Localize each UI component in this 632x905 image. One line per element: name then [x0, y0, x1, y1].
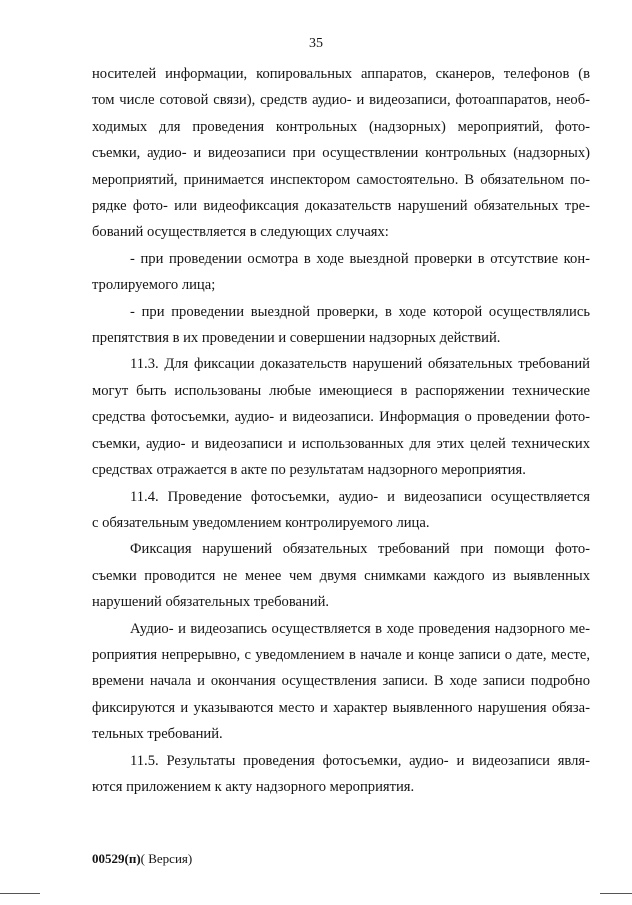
- text-line: - при проведении осмотра в ходе выездной проверки в отсутствие кон-: [130, 250, 590, 267]
- scan-mark-right: [600, 893, 632, 894]
- document-footer: [92, 851, 192, 867]
- text-line: съемки, аудио- и видеозаписи при осуществлении контрольных (надзорных): [92, 145, 590, 162]
- text-line: тролируемого лица;: [92, 277, 216, 294]
- text-line: с обязательным уведомлением контролируемого лица.: [92, 514, 430, 531]
- text-line: 11.3. Для фиксации доказательств нарушений обязательных требований: [130, 356, 590, 373]
- text-line: роприятия непрерывно, с уведомлением в начале и конце записи о дате, месте,: [92, 646, 590, 663]
- text-line: том числе сотовой связи), средств аудио- и видеозаписи, фотоаппаратов, необ-: [92, 92, 590, 109]
- text-line: бований осуществляется в следующих случаях:: [92, 224, 389, 241]
- paragraph: [92, 484, 590, 537]
- text-line: ются приложением к акту надзорного мероприятия.: [92, 778, 415, 795]
- text-line: препятствия в их проведении и совершении надзорных действий.: [92, 330, 501, 347]
- text-line: тельных требований.: [92, 726, 223, 743]
- document-body: [92, 61, 590, 800]
- paragraph: [92, 61, 590, 246]
- document-version: ( Версия): [140, 851, 193, 866]
- paragraph: [92, 536, 590, 615]
- text-line: съемки проводится не менее чем двумя снимками каждого из выявленных: [92, 567, 590, 584]
- text-line: средства фотосъемки, аудио- и видеозаписи. Информация о проведении фото-: [92, 409, 590, 426]
- paragraph: [92, 748, 590, 801]
- paragraph: [92, 299, 590, 352]
- text-line: 11.5. Результаты проведения фотосъемки, аудио- и видеозаписи явля-: [130, 752, 590, 769]
- text-line: нарушений обязательных требований.: [92, 594, 330, 611]
- paragraph: [92, 246, 590, 299]
- text-line: фиксируются и указываются место и характер выявленного нарушения обяза-: [92, 699, 590, 716]
- text-line: - при проведении выездной проверки, в ходе которой осуществлялись: [130, 303, 590, 320]
- page-number: 35: [309, 36, 323, 51]
- text-line: съемки, аудио- и видеозаписи и использованных для этих целей технических: [92, 435, 590, 452]
- text-line: рядке фото- или видеофиксация доказательств нарушений обязательных тре-: [92, 198, 590, 215]
- text-line: средствах отражается в акте по результатам надзорного мероприятия.: [92, 462, 526, 479]
- paragraph: [92, 616, 590, 748]
- text-line: ходимых для проведения контрольных (надзорных) мероприятий, фото-: [92, 118, 590, 135]
- text-line: носителей информации, копировальных аппаратов, сканеров, телефонов (в: [92, 66, 590, 82]
- text-line: мероприятий, принимается инспектором самостоятельно. В обязательном по-: [92, 171, 590, 188]
- document-code: 00529(п): [92, 851, 141, 866]
- text-line: времени начала и окончания осуществления записи. В ходе записи подробно: [92, 673, 590, 690]
- text-line: могут быть использованы любые имеющиеся в распоряжении технические: [92, 382, 590, 399]
- paragraph: [92, 351, 590, 483]
- text-line: Фиксация нарушений обязательных требований при помощи фото-: [130, 541, 590, 558]
- text-line: Аудио- и видеозапись осуществляется в ходе проведения надзорного ме-: [130, 620, 590, 637]
- scan-mark-left: [0, 893, 40, 894]
- text-line: 11.4. Проведение фотосъемки, аудио- и видеозаписи осуществляется: [130, 488, 590, 505]
